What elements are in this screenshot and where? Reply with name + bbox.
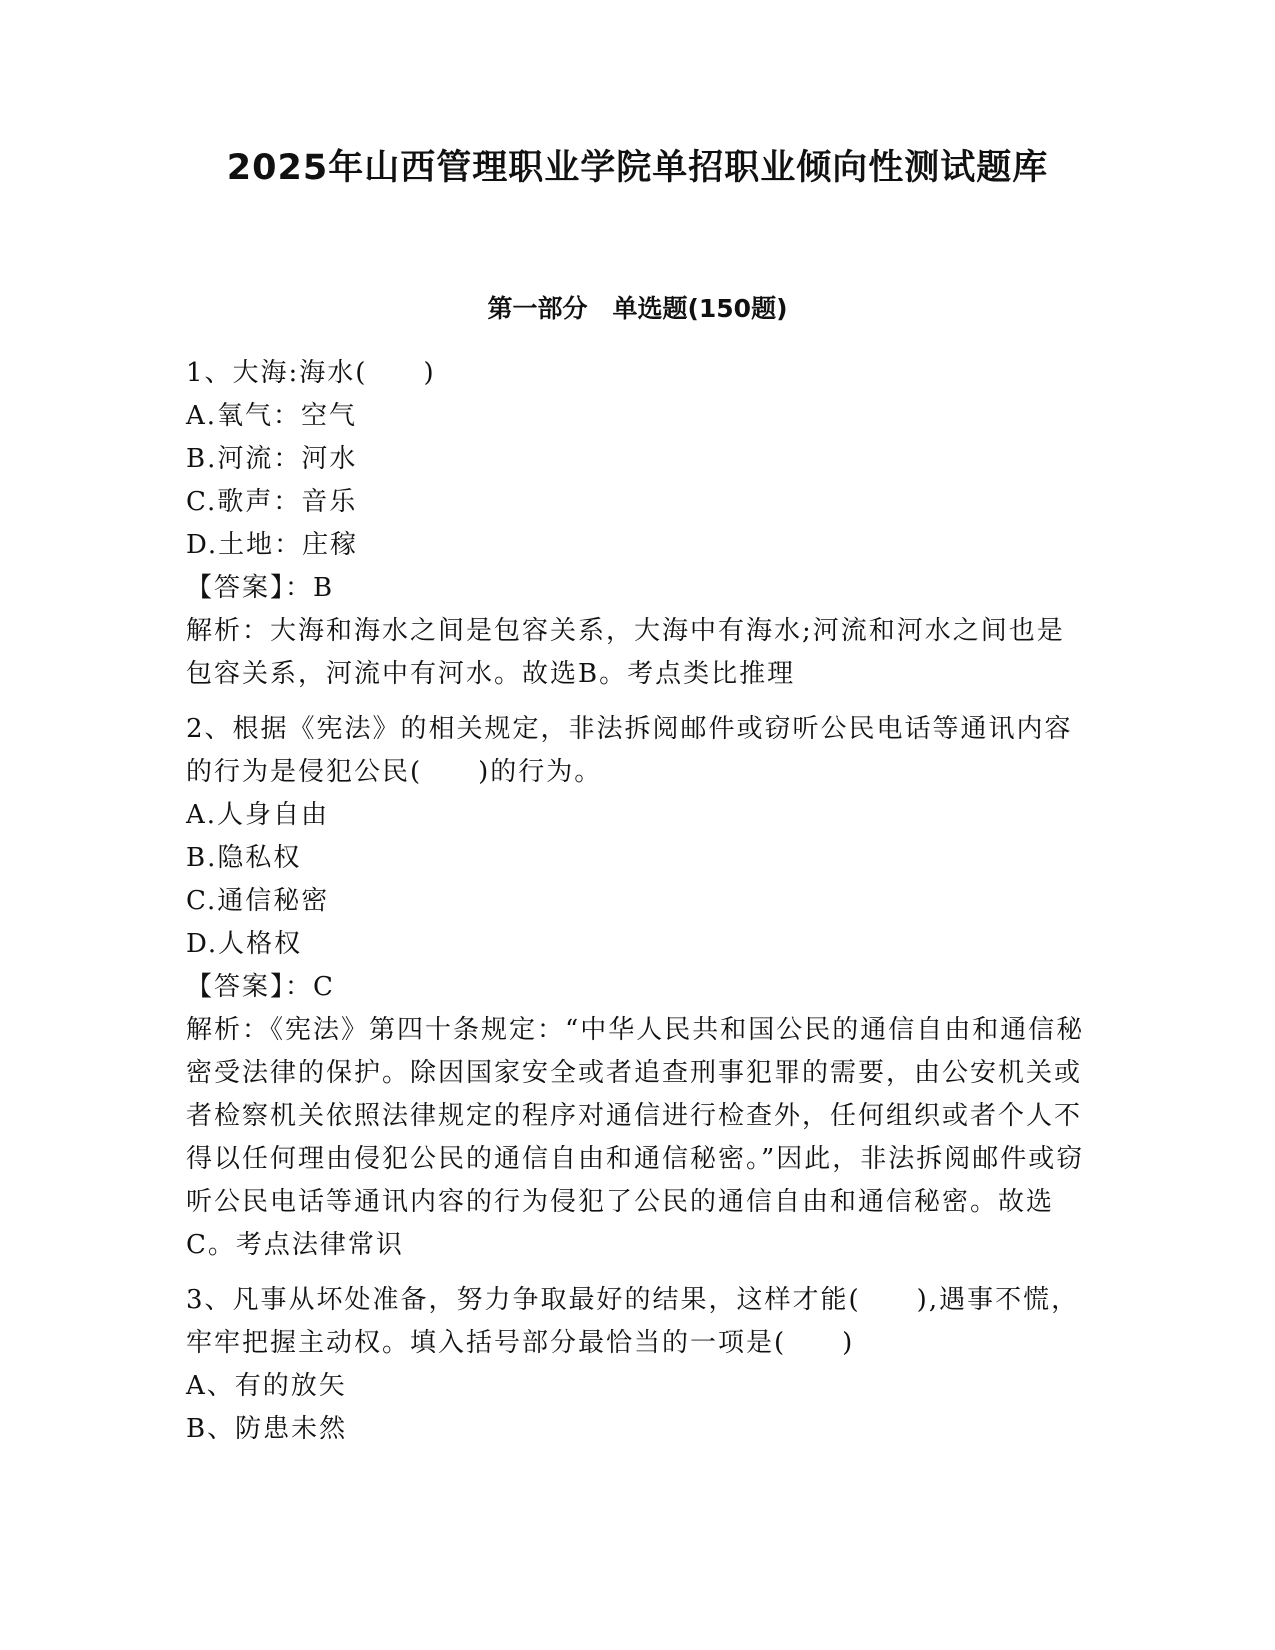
option-b: B.隐私权 [186, 843, 302, 873]
document-title: 2025年山西管理职业学院单招职业倾向性测试题库 [226, 148, 1049, 188]
option-d: D.人格权 [186, 929, 303, 959]
question-1 [186, 352, 1086, 696]
question-stem: 2、根据《宪法》的相关规定，非法拆阅邮件或窃听公民电话等通讯内容的行为是侵犯公民( )的行为。 [186, 714, 1073, 787]
question-stem: 1、大海:海水( ) [186, 358, 436, 388]
option-c: C.歌声：音乐 [186, 487, 358, 517]
question-stem: 3、凡事从坏处准备，努力争取最好的结果，这样才能( ),遇事不慌，牢牢把握主动权。填入括号部分最恰当的一项是( ) [186, 1285, 1080, 1358]
section-title: 第一部分 单选题(150题) [487, 294, 788, 323]
question-list [186, 352, 1086, 1463]
option-a: A、有的放矢 [186, 1371, 347, 1401]
option-c: C.通信秘密 [186, 886, 330, 916]
question-3 [186, 1279, 1086, 1451]
option-d: D.土地：庄稼 [186, 530, 359, 560]
option-a: A.氧气：空气 [186, 401, 358, 431]
analysis: 解析：《宪法》第四十条规定：“中华人民共和国公民的通信自由和通信秘密受法律的保护。除因国家安全或者追查刑事犯罪的需要，由公安机关或者检察机关依照法律规定的程序对通信进行检查外，任何组织或者个人不得以任何理由侵犯公民的通信自由和通信秘密。”因此，非法拆阅邮件或窃听公民电话等通讯内容的行为侵犯了公民的通信自由和通信秘密。故选C。考点法律常识 [186, 1015, 1085, 1260]
option-b: B、防患未然 [186, 1414, 348, 1444]
question-2 [186, 708, 1086, 1267]
option-a: A.人身自由 [186, 800, 330, 830]
analysis: 解析：大海和海水之间是包容关系，大海中有海水;河流和河水之间也是包容关系，河流中有河水。故选B。考点类比推理 [186, 616, 1065, 689]
option-b: B.河流：河水 [186, 444, 358, 474]
answer: 【答案】：C [186, 972, 335, 1002]
answer: 【答案】：B [186, 573, 335, 603]
